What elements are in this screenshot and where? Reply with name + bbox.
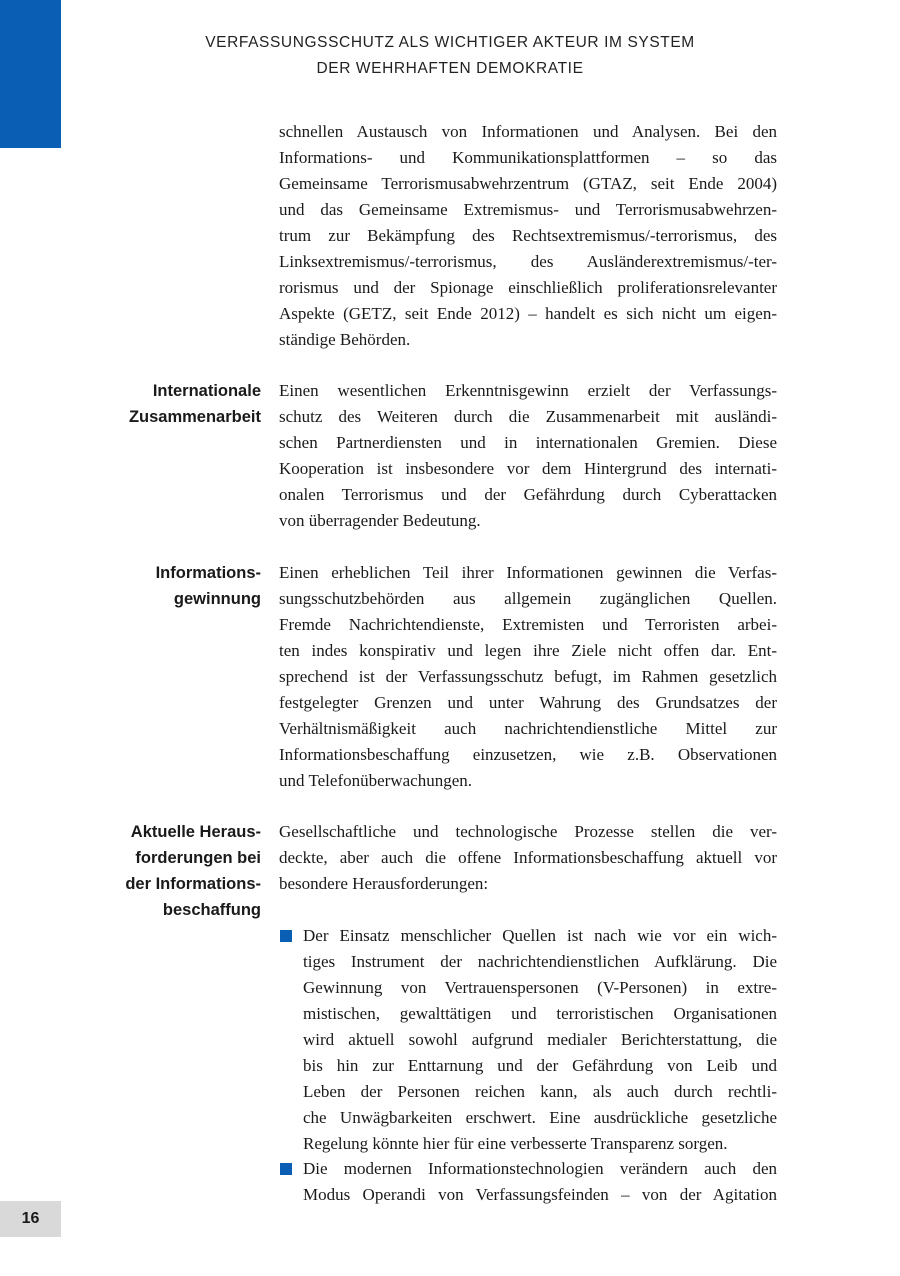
bullet-item xyxy=(279,1156,777,1208)
bullet-square-icon xyxy=(280,930,292,942)
margin-heading-international xyxy=(60,378,261,430)
header-line-1: VERFASSUNGSSCHUTZ ALS WICHTIGER AKTEUR IM SYSTEM xyxy=(205,34,695,51)
text-line: Einen wesentlichen Erkenntnisgewinn erzielt der Verfassungs- xyxy=(279,381,777,400)
text-line: Leben der Personen reichen kann, als auch durch rechtli- xyxy=(303,1082,777,1101)
text-line: Gemeinsame Terrorismusabwehrzentrum (GTAZ, seit Ende 2004) xyxy=(279,174,777,193)
text-line: festgelegter Grenzen und unter Wahrung des Grundsatzes der xyxy=(279,693,777,712)
text-line: Informationsbeschaffung einzusetzen, wie z.B. Observationen xyxy=(279,745,777,764)
text-line: von überragender Bedeutung. xyxy=(279,511,481,530)
text-line: schutz des Weiteren durch die Zusammenarbeit mit ausländi- xyxy=(279,407,777,426)
margin-heading-line: Aktuelle Heraus- xyxy=(130,823,261,841)
text-line: Verhältnismäßigkeit auch nachrichtendienstliche Mittel zur xyxy=(279,719,777,738)
text-line: besondere Herausforderungen: xyxy=(279,874,489,893)
text-line: ständige Behörden. xyxy=(279,330,411,349)
text-line: und das Gemeinsame Extremismus- und Terrorismusabwehrzen- xyxy=(279,200,777,219)
text-line: Fremde Nachrichtendienste, Extremisten und Terroristen arbei- xyxy=(279,615,777,634)
header-line-2: DER WEHRHAFTEN DEMOKRATIE xyxy=(316,60,584,77)
paragraph-international xyxy=(279,378,777,534)
text-line: Kooperation ist insbesondere vor dem Hintergrund des internati- xyxy=(279,459,777,478)
bullet-text xyxy=(303,1156,777,1208)
text-line: sungsschutzbehörden aus allgemein zugänglichen Quellen. xyxy=(279,589,777,608)
text-line: mistischen, gewalttätigen und terroristischen Organisationen xyxy=(303,1004,777,1023)
text-line: che Unwägbarkeiten erschwert. Eine ausdrückliche gesetzliche xyxy=(303,1108,777,1127)
page-number: 16 xyxy=(0,1201,61,1237)
text-line: Aspekte (GETZ, seit Ende 2012) – handelt es sich nicht um eigen- xyxy=(279,304,777,323)
margin-heading-informationsgewinnung xyxy=(60,560,261,612)
text-line: Der Einsatz menschlicher Quellen ist nach wie vor ein wich- xyxy=(303,926,777,945)
text-line: ten indes konspirativ und legen ihre Ziele nicht offen dar. Ent- xyxy=(279,641,777,660)
margin-heading-herausforderungen xyxy=(60,819,261,923)
text-line: tiges Instrument der nachrichtendienstlichen Aufklärung. Die xyxy=(303,952,777,971)
text-line: rorismus und der Spionage einschließlich proliferationsrelevanter xyxy=(279,278,777,297)
margin-heading-line: gewinnung xyxy=(173,590,261,608)
bullet-text xyxy=(303,923,777,1157)
text-line: Einen erheblichen Teil ihrer Informationen gewinnen die Verfas- xyxy=(279,563,777,582)
margin-heading-line: Internationale xyxy=(152,382,261,400)
text-line: wird aktuell sowohl aufgrund medialer Berichterstattung, die xyxy=(303,1030,777,1049)
text-line: Modus Operandi von Verfassungsfeinden – von der Agitation xyxy=(303,1185,777,1204)
margin-heading-line: Zusammenarbeit xyxy=(128,408,261,426)
paragraph-herausforderungen xyxy=(279,819,777,897)
text-line: Die modernen Informationstechnologien verändern auch den xyxy=(303,1159,777,1178)
margin-heading-line: beschaffung xyxy=(162,901,261,919)
text-line: Gewinnung von Vertrauenspersonen (V-Personen) in extre- xyxy=(303,978,777,997)
text-line: Regelung könnte hier für eine verbesserte Transparenz sorgen. xyxy=(303,1134,728,1153)
margin-heading-line: der Informations- xyxy=(125,875,261,893)
paragraph-informationsgewinnung xyxy=(279,560,777,794)
text-line: bis hin zur Enttarnung und der Gefährdung von Leib und xyxy=(303,1056,777,1075)
text-line: Linksextremismus/-terrorismus, des Ausländerextremismus/-ter- xyxy=(279,252,777,271)
bullet-item xyxy=(279,923,777,1157)
bullet-square-icon xyxy=(280,1163,292,1175)
text-line: schnellen Austausch von Informationen und Analysen. Bei den xyxy=(279,122,777,141)
text-line: Informations- und Kommunikationsplattformen – so das xyxy=(279,148,777,167)
text-line: schen Partnerdiensten und in internationalen Gremien. Diese xyxy=(279,433,777,452)
intro-paragraph xyxy=(279,119,777,353)
text-line: trum zur Bekämpfung des Rechtsextremismus/-terrorismus, des xyxy=(279,226,777,245)
margin-heading-line: forderungen bei xyxy=(135,849,261,867)
text-line: deckte, aber auch die offene Informationsbeschaffung aktuell vor xyxy=(279,848,777,867)
text-line: sprechend ist der Verfassungsschutz befugt, im Rahmen gesetzlich xyxy=(279,667,777,686)
text-line: Gesellschaftliche und technologische Prozesse stellen die ver- xyxy=(279,822,777,841)
text-line: onalen Terrorismus und der Gefährdung durch Cyberattacken xyxy=(279,485,777,504)
text-line: und Telefonüberwachungen. xyxy=(279,771,472,790)
margin-heading-line: Informations- xyxy=(155,564,261,582)
